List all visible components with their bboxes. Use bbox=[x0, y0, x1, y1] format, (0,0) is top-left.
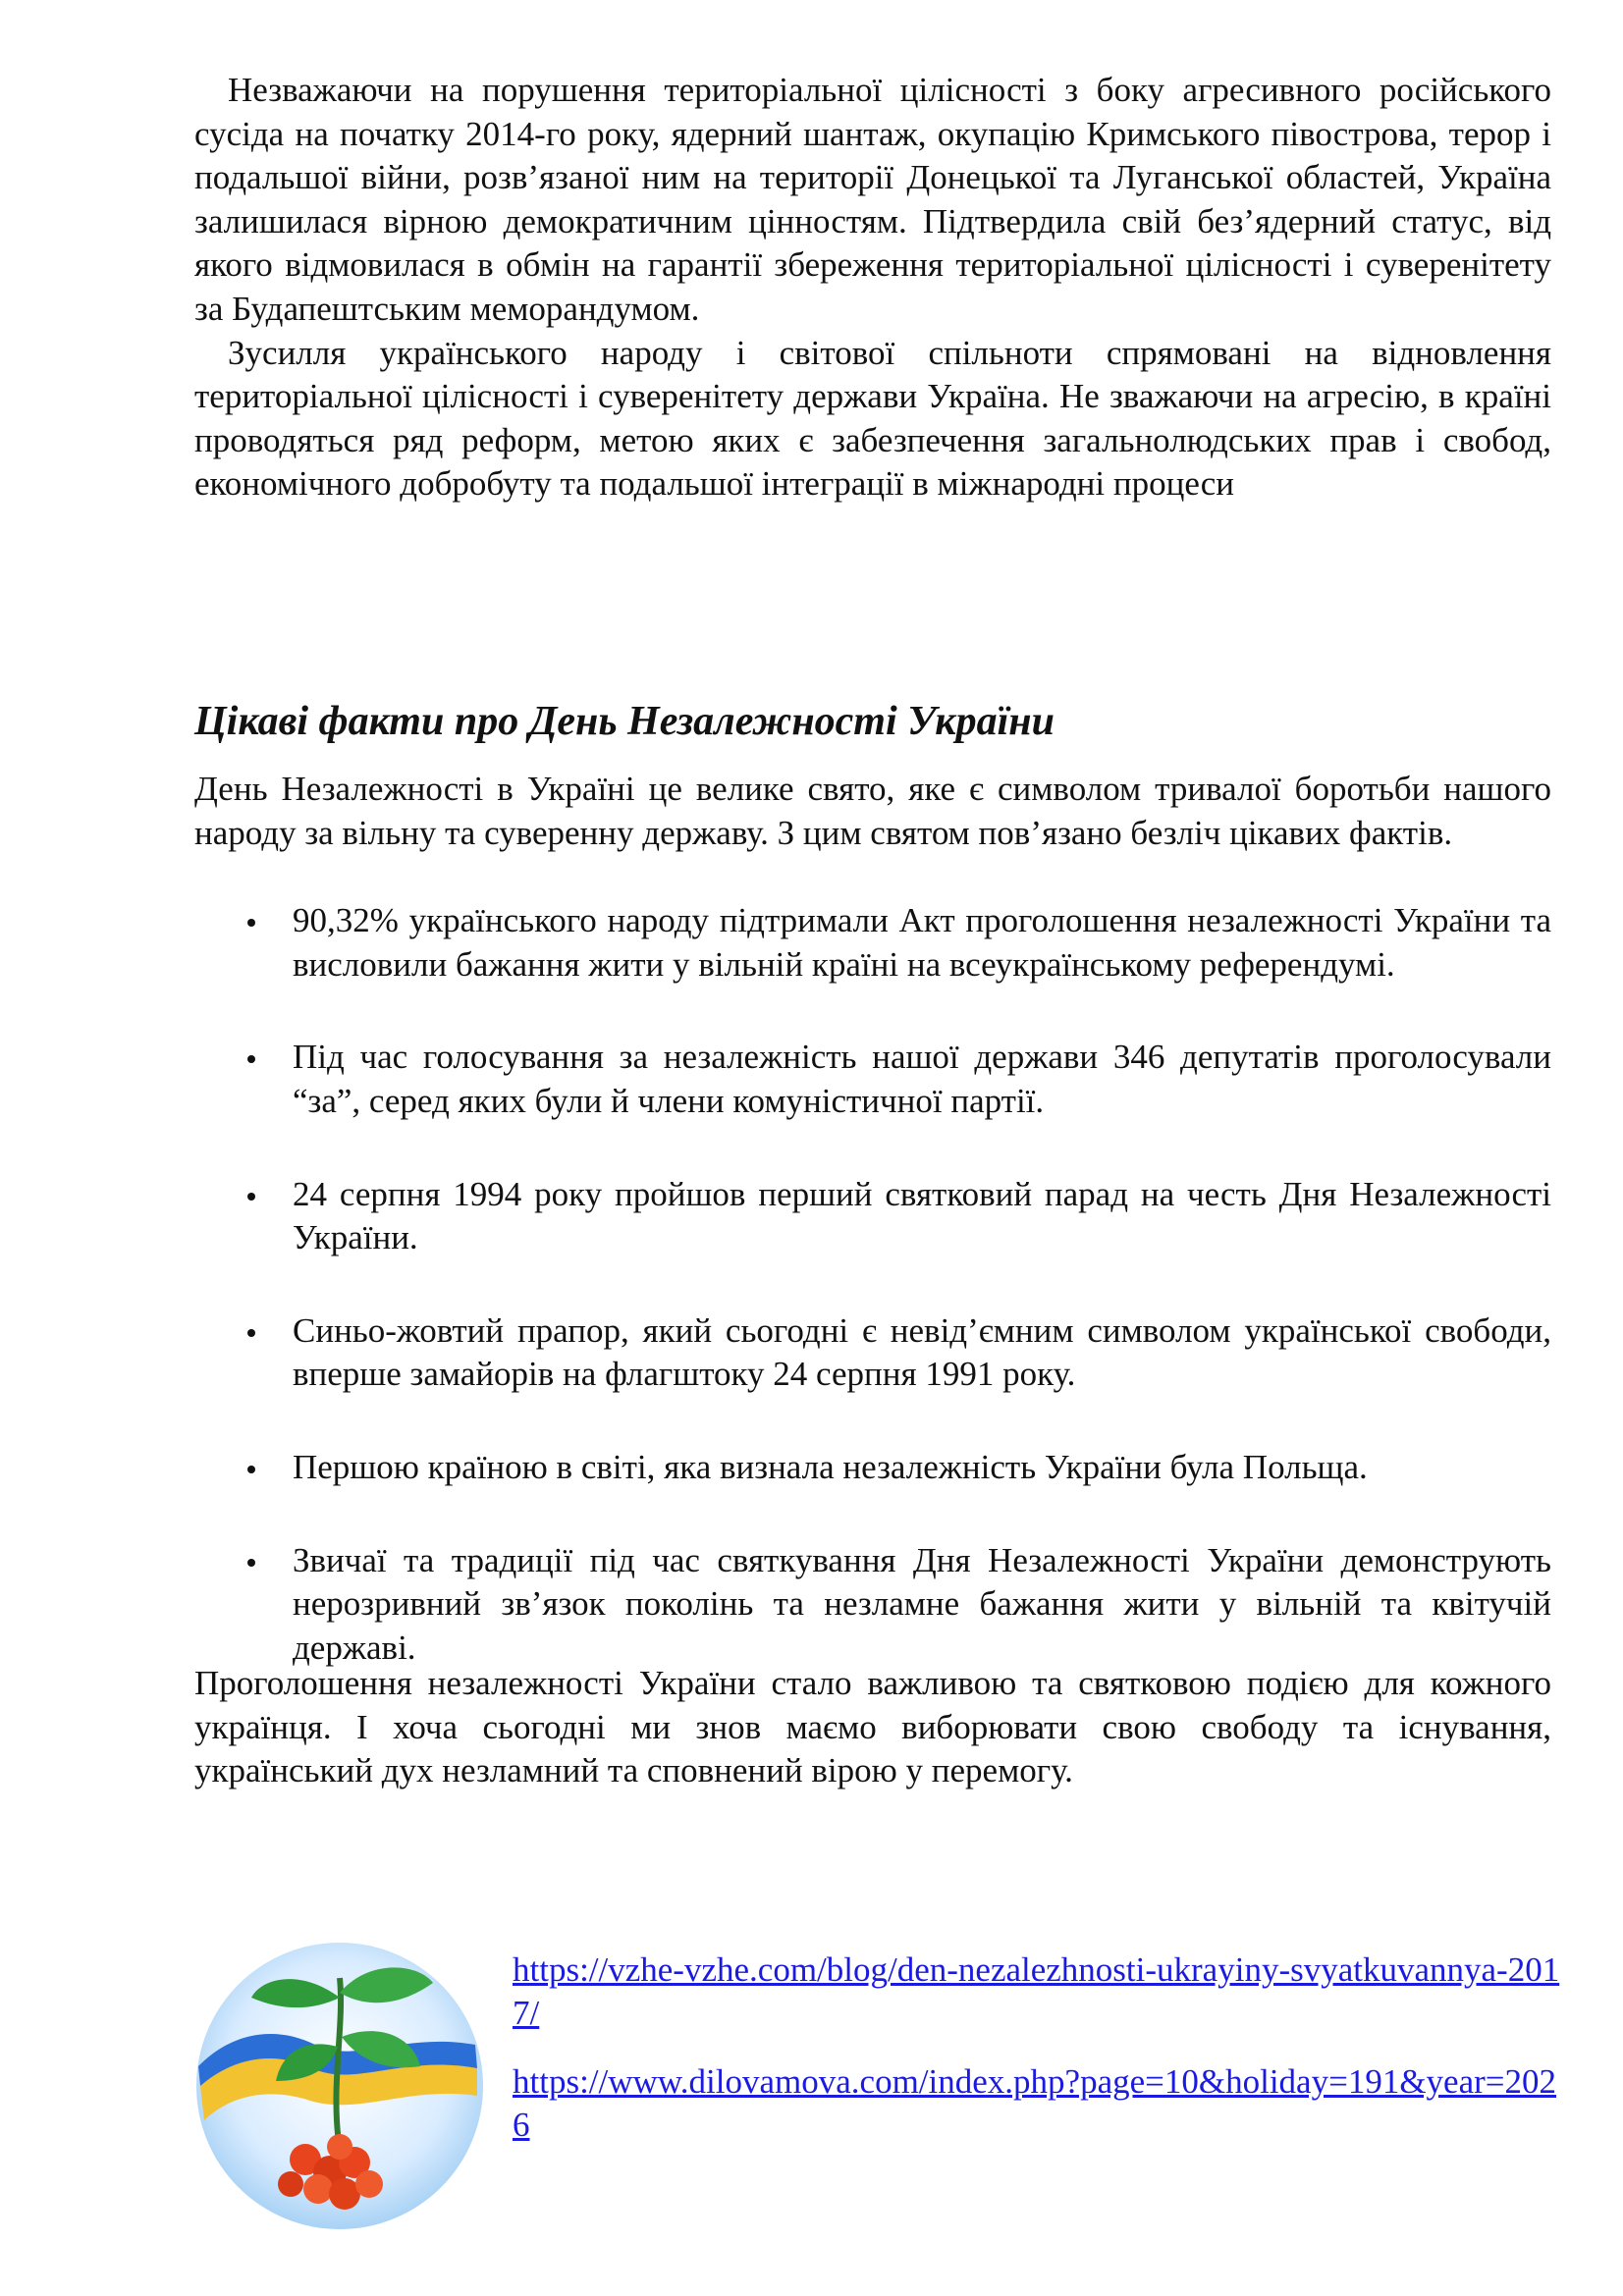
reference-link-1[interactable]: https://vzhe-vzhe.com/blog/den-nezalezhnosti-ukrayiny-svyatkuvannya-2017/ bbox=[513, 1950, 1560, 2032]
list-item-text: Під час голосування за незалежність нашої держави 346 депутатів проголосували “за”, серед яких були й члени комуністичної партії. bbox=[293, 1038, 1551, 1120]
closing-paragraph: Проголошення незалежності України стало важливою та святковою подією для кожного українця. І хоча сьогодні ми знов маємо виборювати свою свободу та існування, український дух незламний та сповнений вірою у перемогу. bbox=[194, 1664, 1551, 1790]
facts-heading: Цікаві факти про День Незалежності України bbox=[194, 699, 1055, 744]
list-item bbox=[194, 1036, 1551, 1123]
intro-paragraph-1: Незважаючи на порушення територіальної цілісності з боку агресивного російського сусіда на початку 2014-го року, ядерний шантаж, окупацію Кримського півострова, терор і подальшої війни, розв’язаної ним на території Донецької та Луганської областей, Україна залишилася вірною демократичним цінностям. Підтвердила свій без’ядерний статус, від якого відмовилася в обмін на гарантії збереження територіальної цілісності і суверенітету за Будапештським меморандумом. bbox=[194, 71, 1551, 328]
list-item bbox=[194, 1309, 1551, 1397]
list-item-text: Синьо-жовтий прапор, який сьогодні є невід’ємним символом української свободи, вперше замайорів на флагштоку 24 серпня 1991 року. bbox=[293, 1310, 1551, 1394]
reference-link-2[interactable]: https://www.dilovamova.com/index.php?page=10&holiday=191&year=2026 bbox=[513, 2062, 1557, 2144]
bullet-icon bbox=[247, 1055, 255, 1063]
bullet-icon bbox=[247, 1193, 255, 1201]
facts-section bbox=[194, 768, 1551, 1670]
intro-paragraph-2: Зусилля українського народу і світової спільноти спрямовані на відновлення територіальної цілісності і суверенітету держави Україна. Не зважаючи на агресію, в країні проводяться ряд реформ, метою яких є забезпечення загальнолюдських прав і свобод, економічного добробуту та подальшої інтеграції в міжнародні процеси bbox=[194, 333, 1551, 504]
list-item-text: Першою країною в світі, яка визнала незалежність України була Польща. bbox=[293, 1447, 1368, 1486]
references bbox=[513, 1949, 1573, 2147]
list-item bbox=[194, 1173, 1551, 1260]
viburnum-flag-circle-icon bbox=[192, 1939, 487, 2233]
bullet-icon bbox=[247, 919, 255, 927]
list-item-text: 24 серпня 1994 року пройшов перший святковий парад на честь Дня Незалежності України. bbox=[293, 1174, 1551, 1257]
list-item-text: 90,32% українського народу підтримали Акт проголошення незалежності України та висловили бажання жити у вільній країні на всеукраїнському референдумі. bbox=[293, 901, 1551, 984]
bullet-icon bbox=[247, 1329, 255, 1337]
facts-intro: День Незалежності в Україні це велике свято, яке є символом тривалої боротьби нашого народу за вільну та суверенну державу. З цим святом пов’язано безліч цікавих фактів. bbox=[194, 770, 1551, 852]
list-item bbox=[194, 1446, 1551, 1490]
list-item bbox=[194, 1539, 1551, 1671]
list-item-text: Звичаї та традиції під час святкування Дня Незалежності України демонструють нерозривний зв’язок поколінь та незламне бажання жити у вільній та квітучій державі. bbox=[293, 1540, 1551, 1667]
bullet-icon bbox=[247, 1466, 255, 1473]
list-item bbox=[194, 899, 1551, 987]
bullet-icon bbox=[247, 1559, 255, 1567]
facts-list bbox=[194, 899, 1551, 1670]
intro-section bbox=[194, 69, 1551, 507]
